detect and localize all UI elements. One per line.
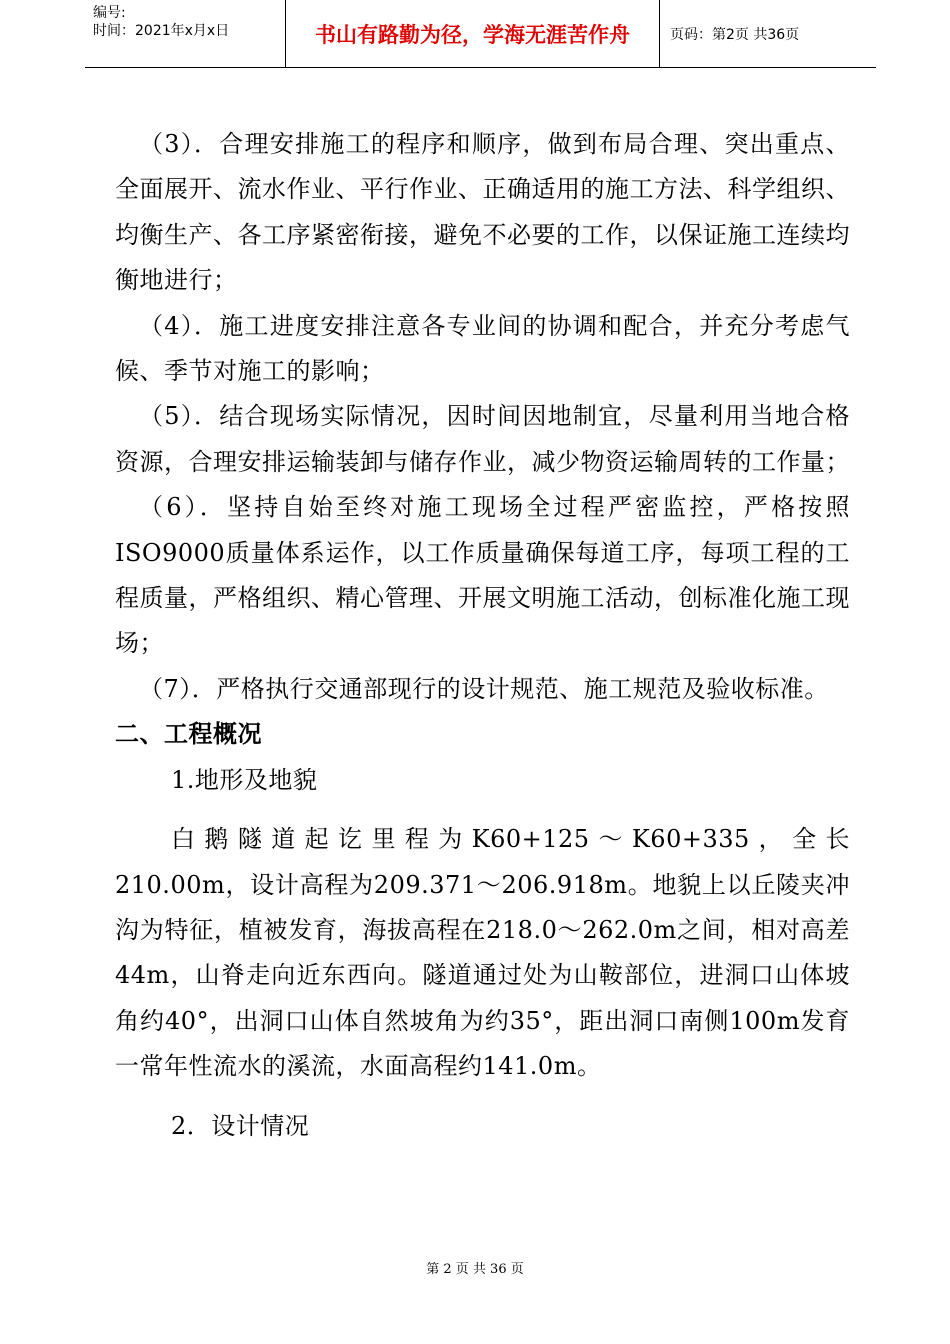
page-header xyxy=(85,0,876,68)
header-page-number: 页码：第2页 共36页 xyxy=(670,26,800,43)
document-date-label: 时间：2021年x月x日 xyxy=(93,23,230,39)
header-motto: 书山有路勤为径，学海无涯苦作舟 xyxy=(286,0,660,67)
terrain-paragraph: 白鹅隧道起讫里程为K60+125～K60+335，全长210.00m，设计高程为209.371～206.918m。地貌上以丘陵夹冲沟为特征，植被发育，海拔高程在218.0～262.0m之间，相对高差44m，山脊走向近东西向。隧道通过处为山鞍部位，进洞口山体坡角约40°，出洞口山体自然坡角为约35°，距出洞口南侧100m发育一常年性流水的溪流，水面高程约141.0m。 xyxy=(115,825,850,1081)
page-footer: 第 2 页 共 36 页 xyxy=(426,1262,524,1277)
paragraph-7: （7）．严格执行交通部现行的设计规范、施工规范及验收标准。 xyxy=(139,674,829,703)
subheading-design: 2．设计情况 xyxy=(171,1111,310,1140)
subheading-terrain: 1.地形及地貌 xyxy=(171,765,318,794)
paragraph-4: （4）．施工进度安排注意各专业间的协调和配合，并充分考虑气候、季节对施工的影响； xyxy=(115,311,850,386)
header-meta xyxy=(85,0,286,67)
paragraph-5: （5）．结合现场实际情况，因时间因地制宜，尽量利用当地合格资源，合理安排运输装卸与储存作业，减少物资运输周转的工作量； xyxy=(115,402,850,476)
paragraph-3: （3）．合理安排施工的程序和顺序，做到布局合理、突出重点、全面展开、流水作业、平行作业、正确适用的施工方法、科学组织、均衡生产、各工序紧密衔接，避免不必要的工作，以保证施工连续均衡地进行； xyxy=(115,130,850,295)
document-body xyxy=(115,122,850,1149)
section-heading: 二、工程概况 xyxy=(115,720,262,749)
paragraph-6: （6）．坚持自始至终对施工现场全过程严密监控，严格按照ISO9000质量体系运作，以工作质量确保每道工序，每项工程的工程质量，严格组织、精心管理、开展文明施工活动，创标准化施工现场； xyxy=(115,493,850,658)
document-number-label: 编号: xyxy=(93,5,126,21)
